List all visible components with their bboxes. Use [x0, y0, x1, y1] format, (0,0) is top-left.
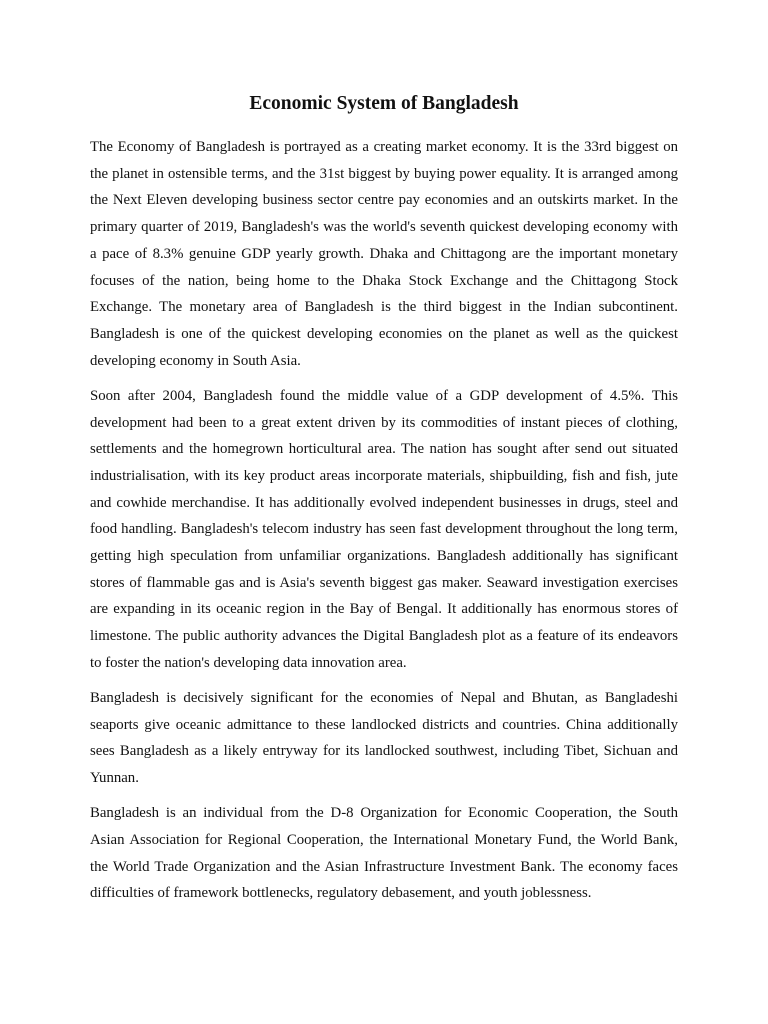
- paragraph-regional-significance: Bangladesh is decisively significant for the economies of Nepal and Bhutan, as Bangladeshi seaports give oceanic admittance to these landlocked districts and countries. China additionally sees Bangladesh as a likely entryway for its landlocked southwest, including Tibet, Sichuan and Yunnan.: [90, 690, 678, 787]
- paragraph-memberships: Bangladesh is an individual from the D-8 Organization for Economic Cooperation, the South Asian Association for Regional Cooperation, the International Monetary Fund, the World Bank, the World Trade Organization and the Asian Infrastructure Investment Bank. The economy faces difficulties of framework bottlenecks, regulatory debasement, and youth joblessness.: [90, 805, 678, 902]
- document-title: Economic System of Bangladesh: [249, 93, 519, 114]
- paragraph-gdp-development: Soon after 2004, Bangladesh found the middle value of a GDP development of 4.5%. This development had been to a great extent driven by its commodities of instant pieces of clothing, settlements and the homegrown horticultural area. The nation has sought after send out situated industrialisation, with its key product areas incorporate materials, shipbuilding, fish and fish, jute and cowhide merchandise. It has additionally evolved independent businesses in drugs, steel and food handling. Bangladesh's telecom industry has seen fast development throughout the long term, getting high speculation from unfamiliar organizations. Bangladesh additionally has significant stores of flammable gas and is Asia's seventh biggest gas maker. Seaward investigation exercises are expanding in its oceanic region in the Bay of Bengal. It additionally has enormous stores of limestone. The public authority advances the Digital Bangladesh plot as a feature of its endeavors to foster the nation's developing data innovation area.: [90, 387, 678, 671]
- paragraph-economy-overview: The Economy of Bangladesh is portrayed as a creating market economy. It is the 33rd biggest on the planet in ostensible terms, and the 31st biggest by buying power equality. It is arranged among the Next Eleven developing business sector centre pay economies and an outskirts market. In the primary quarter of 2019, Bangladesh's was the world's seventh quickest developing economy with a pace of 8.3% genuine GDP yearly growth. Dhaka and Chittagong are the important monetary focuses of the nation, being home to the Dhaka Stock Exchange and the Chittagong Stock Exchange. The monetary area of Bangladesh is the third biggest in the Indian subcontinent. Bangladesh is one of the quickest developing economies on the planet as well as the quickest developing economy in South Asia.: [90, 139, 678, 369]
